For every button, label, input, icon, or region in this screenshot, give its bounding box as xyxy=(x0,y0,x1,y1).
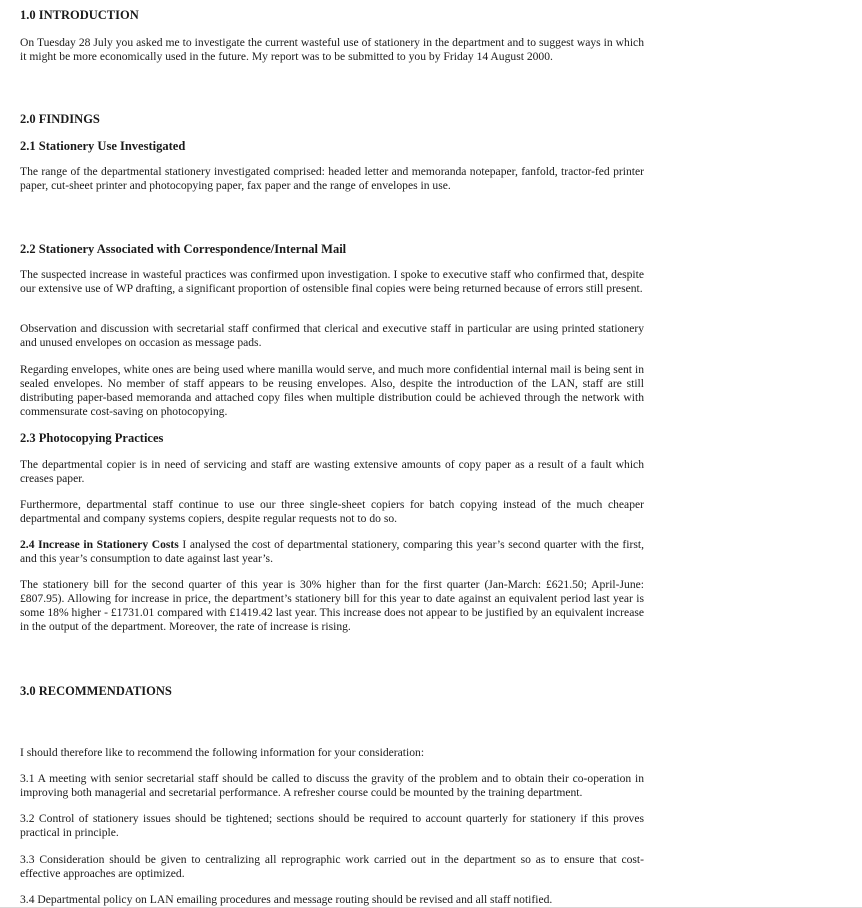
recommendation-item: 3.2 Control of stationery issues should be tightened; sections should be required to account quarterly for stationery if this proves practical in principle. xyxy=(20,812,644,839)
introduction-heading: 1.0 INTRODUCTION xyxy=(20,8,139,22)
section-2-1-text: The range of the departmental stationery investigated comprised: headed letter and memoranda notepaper, fanfold, tractor-fed printer paper, cut-sheet printer and photocopying paper, fax paper and the range of envelopes in use. xyxy=(20,165,644,192)
recommendation-item: 3.3 Consideration should be given to centralizing all reprographic work carried out in the department so as to ensure that cost-effective approaches are optimized. xyxy=(20,853,644,880)
section-2-3-heading: 2.3 Photocopying Practices xyxy=(20,431,164,445)
section-2-2-paragraph-3: Regarding envelopes, white ones are being used where manilla would serve, and much more confidential internal mail is being sent in sealed envelopes. No member of staff appears to be reusing envelopes. Also, despite the introduction of the LAN, staff are still distributing paper-based memoranda and attached copy files when multiple distribution could be achieved through the network with commensurate cost-saving on photocopying. xyxy=(20,363,644,418)
introduction-text: On Tuesday 28 July you asked me to investigate the current wasteful use of stationery in the department and to suggest ways in which it might be more economically used in the future. My report was to be submitted to you by Friday 14 August 2000. xyxy=(20,36,644,63)
recommendation-item: 3.1 A meeting with senior secretarial staff should be called to discuss the gravity of the problem and to obtain their co-operation in improving both managerial and secretarial performance. A refresher course could be mounted by the training department. xyxy=(20,772,644,799)
recommendation-item: 3.4 Departmental policy on LAN emailing procedures and message routing should be revised and all staff notified. xyxy=(20,893,553,906)
recommendations-heading: 3.0 RECOMMENDATIONS xyxy=(20,684,172,698)
section-2-4-lead: I analysed the cost of departmental stationery, comparing this year’s second quarter with the first, and this year’s consumption to date against last year’s. xyxy=(20,538,644,565)
section-2-3-paragraph-2: Furthermore, departmental staff continue to use our three single-sheet copiers for batch copying instead of the much cheaper departmental and company systems copiers, despite regular requests not to do so. xyxy=(20,498,644,525)
section-2-1-heading: 2.1 Stationery Use Investigated xyxy=(20,139,186,153)
recommendations-intro: I should therefore like to recommend the following information for your consideration: xyxy=(20,746,425,759)
section-2-3-paragraph-1: The departmental copier is in need of servicing and staff are wasting extensive amounts of copy paper as a result of a fault which creases paper. xyxy=(20,458,644,485)
findings-heading: 2.0 FINDINGS xyxy=(20,112,100,126)
section-2-4-heading: 2.4 Increase in Stationery Costs xyxy=(20,538,179,551)
section-2-2-heading: 2.2 Stationery Associated with Correspondence/Internal Mail xyxy=(20,242,347,256)
section-2-4-text: The stationery bill for the second quarter of this year is 30% higher than for the first quarter (Jan-March: £621.50; April-June: £807.95). Allowing for increase in price, the department’s stationery bill for this year to date against an equivalent period last year is some 18% higher - £1731.01 compared with £1419.42 last year. This increase does not appear to be justified by an equivalent increase in the output of the department. Moreover, the rate of increase is rising. xyxy=(20,578,644,633)
section-2-2-paragraph-2: Observation and discussion with secretarial staff confirmed that clerical and executive staff in particular are using printed stationery and unused envelopes on occasion as message pads. xyxy=(20,322,644,349)
section-2-2-paragraph-1: The suspected increase in wasteful practices was confirmed upon investigation. I spoke to executive staff who confirmed that, despite our extensive use of WP drafting, a significant proportion of ostensible final copies were being returned because of errors still present. xyxy=(20,268,644,295)
section-2-4-intro xyxy=(20,538,644,566)
